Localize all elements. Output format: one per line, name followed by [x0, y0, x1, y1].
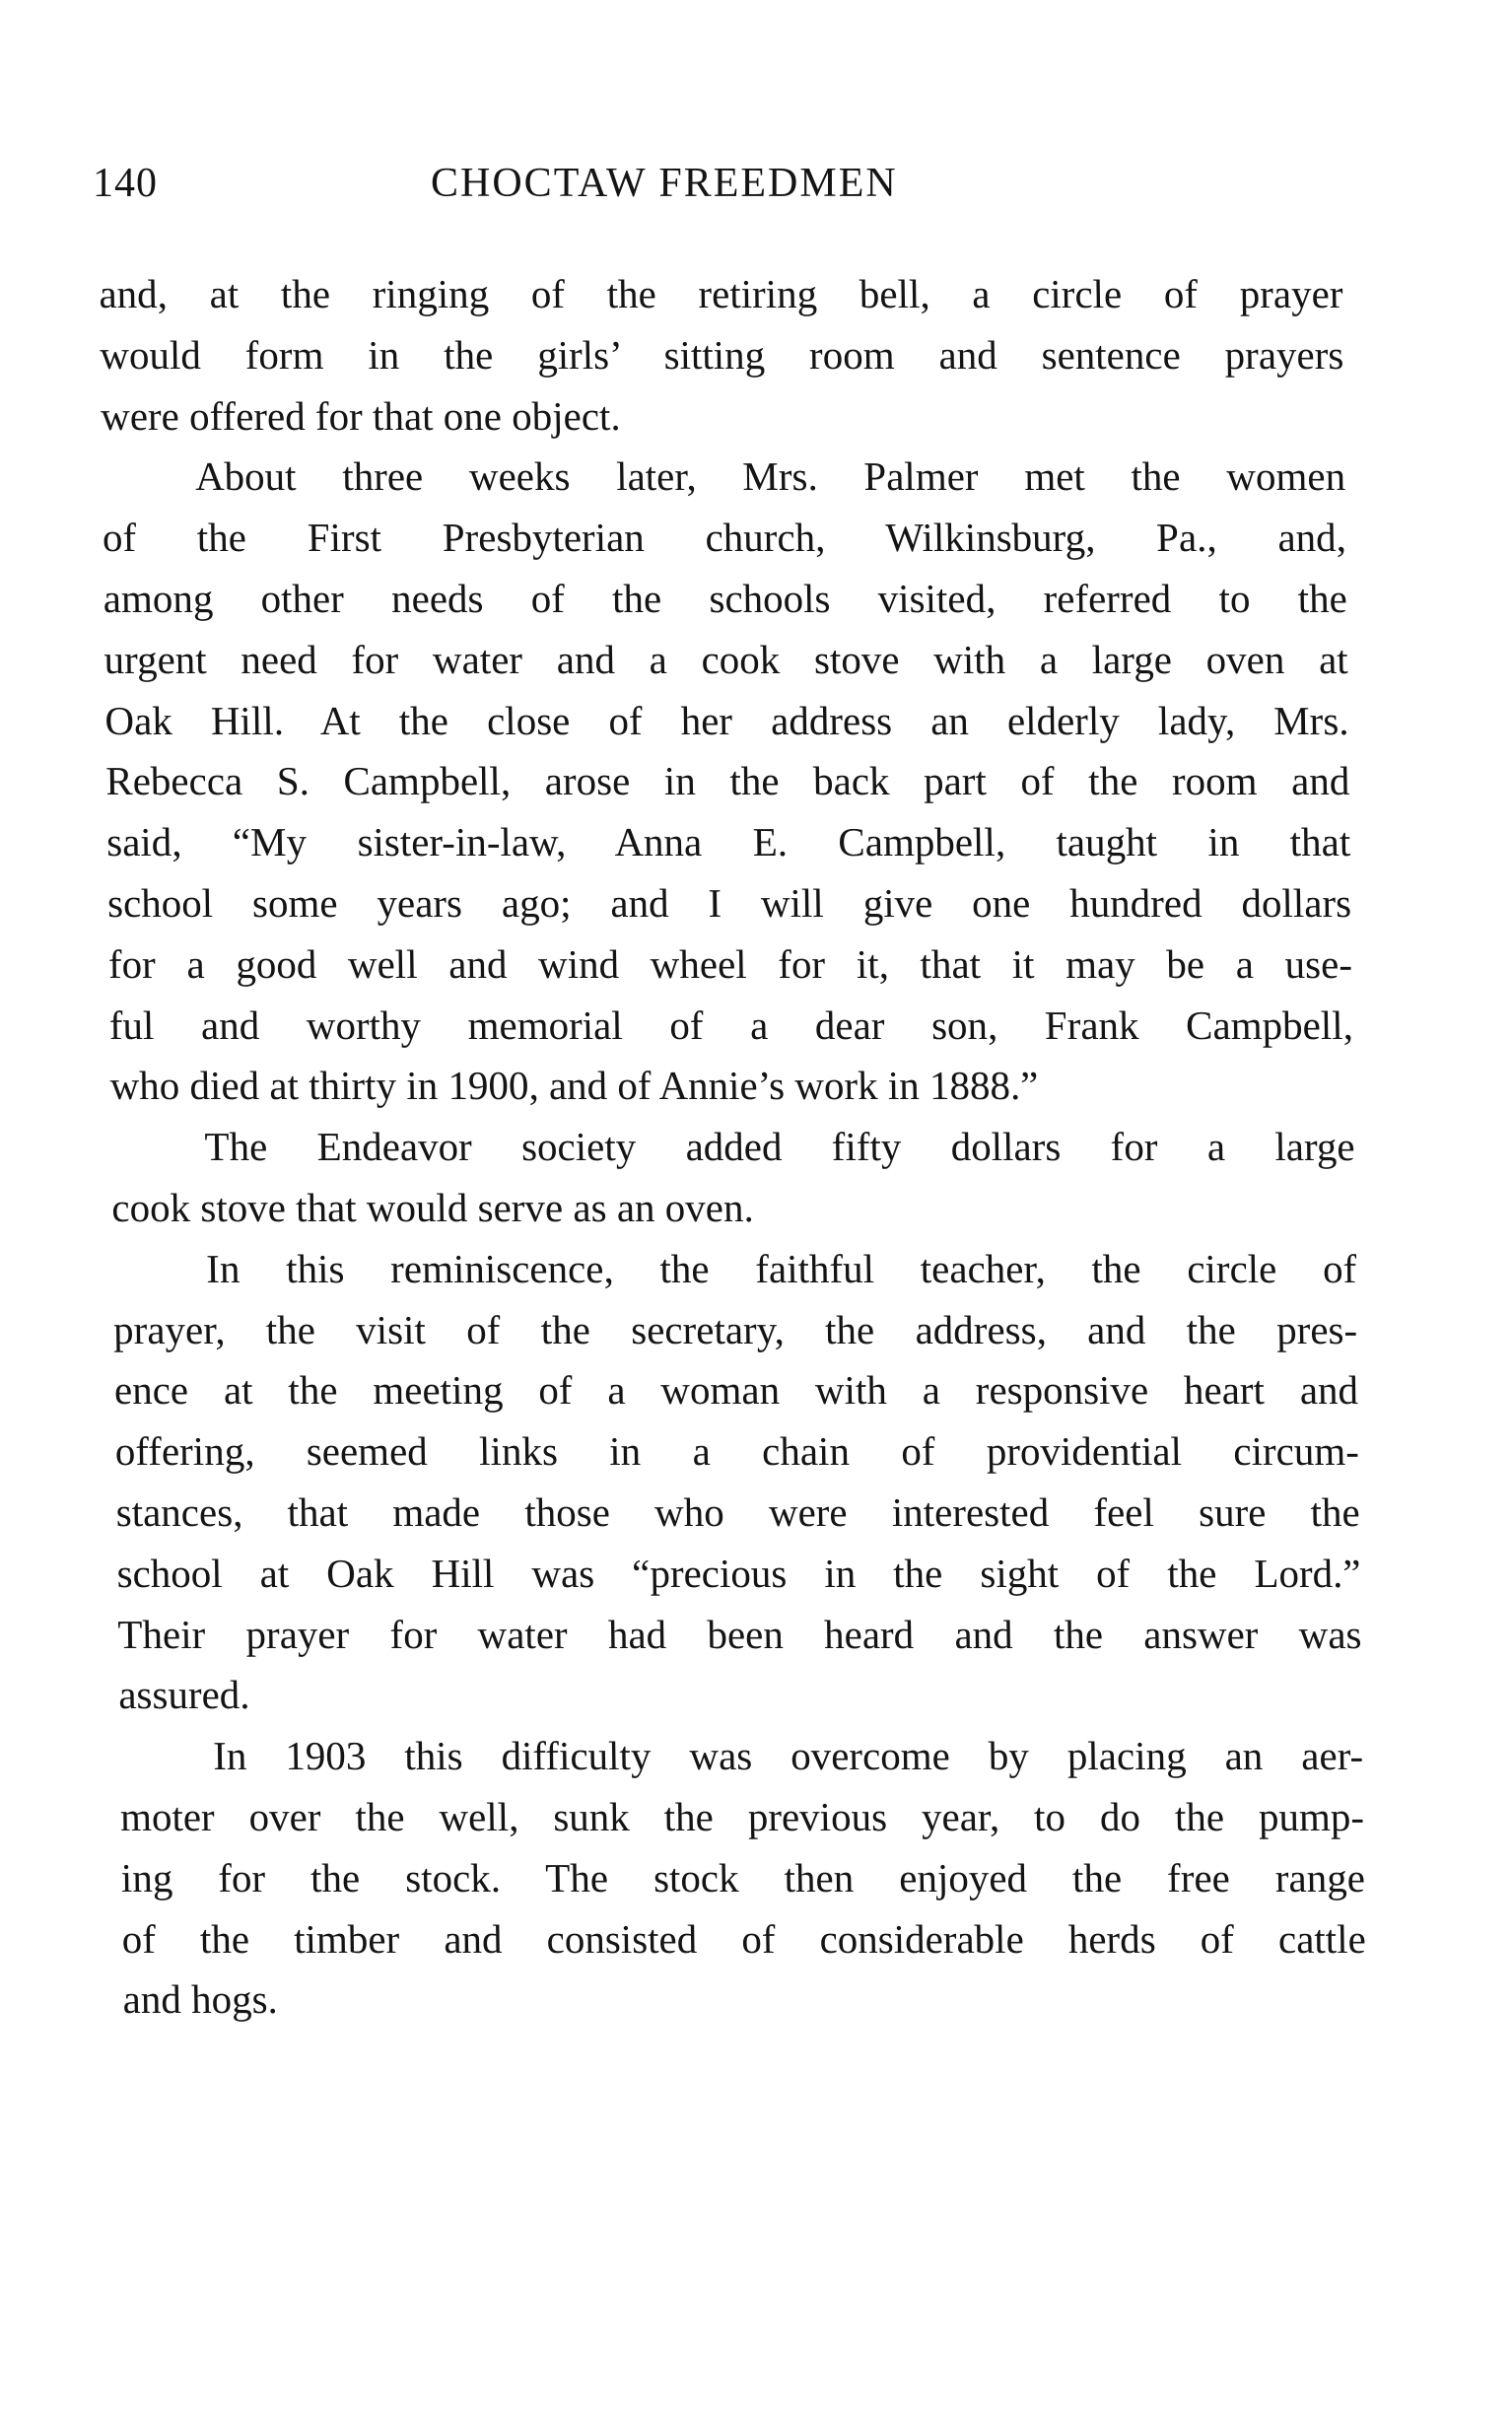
paragraph [110, 1117, 1356, 1239]
paragraph [119, 1726, 1367, 2031]
text-line: and hogs. [122, 1976, 279, 2023]
text-line: stances, that made those who were interested feel sure the [115, 1488, 1360, 1535]
text-line: would form in the girls’ sitting room and sentence prayers [99, 331, 1344, 378]
text-line: offering, seemed links in a chain of providential circum- [114, 1428, 1360, 1475]
text-line: of the First Presbyterian church, Wilkinsburg, Pa., and, [102, 515, 1347, 561]
text-line: and, at the ringing of the retiring bell, a circle of prayer [99, 271, 1343, 316]
running-title: CHOCTAW FREEDMEN [431, 161, 898, 206]
text-line: said, “My sister-in-law, Anna E. Campbell, taught in that [105, 819, 1351, 865]
text-line: About three weeks later, Mrs. Palmer met the women [194, 453, 1346, 500]
text-line: for a good well and wind wheel for it, that it may be a use- [107, 940, 1353, 987]
page-header [93, 160, 1374, 219]
text-line: moter over the well, sunk the previous year, to do the pump- [119, 1793, 1365, 1839]
paragraph [112, 1239, 1363, 1726]
text-line: urgent need for water and a cook stove with a large oven at [103, 636, 1348, 682]
text-line: prayer, the visit of the secretary, the address, and the pres- [112, 1306, 1358, 1352]
page-number: 140 [93, 161, 158, 206]
text-line: ing for the stock. The stock then enjoyed the free range [120, 1854, 1366, 1900]
text-line: ence at the meeting of a woman with a responsive heart and [113, 1367, 1359, 1414]
text-line: were offered for that one object. [100, 392, 621, 439]
body-text [99, 264, 1367, 2031]
text-line: The Endeavor society added fifty dollars for a large [204, 1124, 1355, 1170]
text-line: In this reminiscence, the faithful teacher, the circle of [205, 1245, 1357, 1291]
text-line: among other needs of the schools visited, referred to the [103, 575, 1348, 621]
text-line: school some years ago; and I will give one hundred dollars [106, 879, 1352, 926]
text-line: Oak Hill. At the close of her address an elderly lady, Mrs. [104, 697, 1349, 743]
text-line: Rebecca S. Campbell, arose in the back part of the room and [105, 758, 1350, 804]
text-line: ful and worthy memorial of a dear son, Frank Campbell, [108, 1002, 1354, 1048]
paragraph [99, 264, 1345, 447]
text-line: assured. [117, 1672, 250, 1718]
paragraph [102, 447, 1354, 1117]
text-line: who died at thirty in 1900, and of Annie’s work in 1888.” [109, 1063, 1039, 1109]
text-line: cook stove that would serve as an oven. [111, 1184, 754, 1230]
text-line: Their prayer for water had been heard and the answer was [117, 1611, 1362, 1657]
text-line: of the timber and consisted of considerable herds of cattle [121, 1915, 1367, 1962]
text-line: In 1903 this difficulty was overcome by placing an aer- [212, 1733, 1364, 1779]
text-line: school at Oak Hill was “precious in the sight of the Lord.” [116, 1550, 1361, 1596]
